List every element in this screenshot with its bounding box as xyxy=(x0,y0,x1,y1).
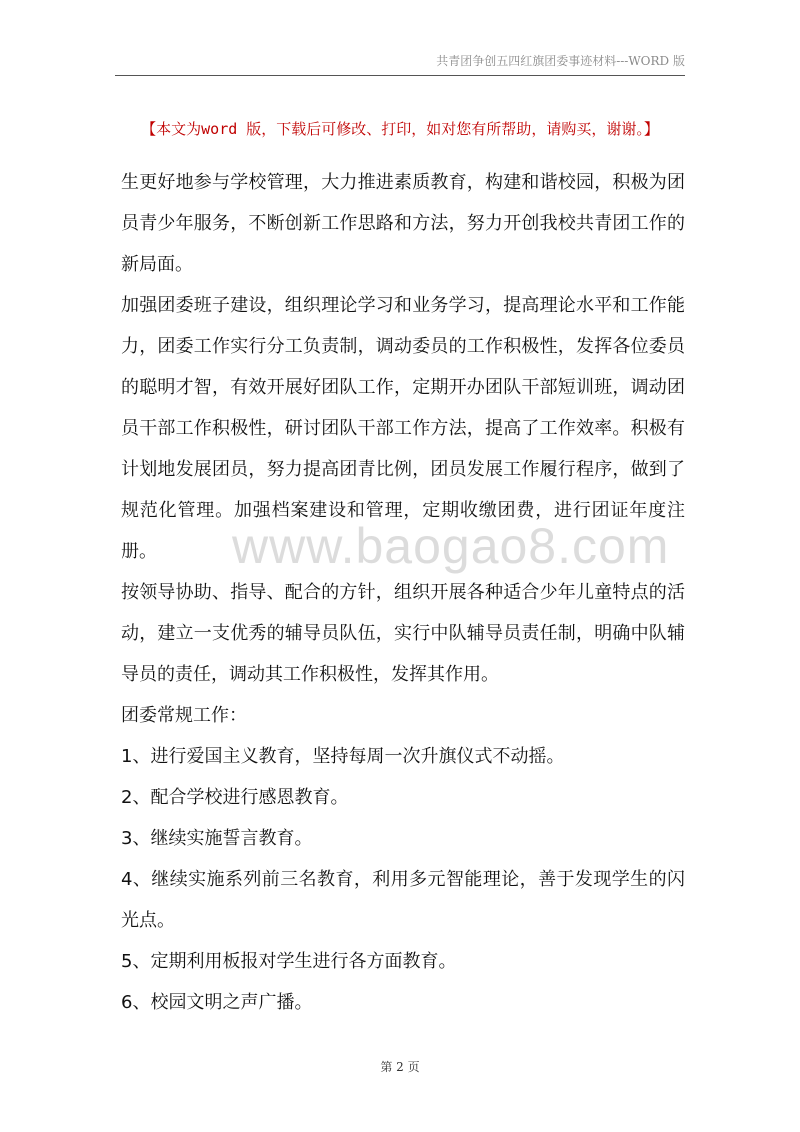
list-item: 4、继续实施系列前三名教育，利用多元智能理论，善于发现学生的闪光点。 xyxy=(121,869,685,931)
paragraph: 加强团委班子建设，组织理论学习和业务学习，提高理论水平和工作能力，团委工作实行分工负责制，调动委员的工作积极性，发挥各位委员的聪明才智，有效开展好团队工作，定期开办团队干部短训班，调动团员干部工作积极性，研讨团队干部工作方法，提高了工作效率。积极有计划地发展团员，努力提高团青比例，团员发展工作履行程序，做到了规范化管理。加强档案建设和管理，定期收缴团费，进行团证年度注册。 xyxy=(121,295,685,562)
download-notice: 【本文为word 版，下载后可修改、打印，如对您有所帮助，请购买，谢谢。】 xyxy=(141,120,659,138)
list-item: 3、继续实施誓言教育。 xyxy=(121,828,313,849)
list-item: 2、配合学校进行感恩教育。 xyxy=(121,787,349,808)
watermark: www.baogao8.com xyxy=(232,518,670,574)
running-header: 共青团争创五四红旗团委事迹材料---WORD 版 xyxy=(436,54,685,68)
paragraph: 按领导协助、指导、配合的方针，组织开展各种适合少年儿童特点的活动，建立一支优秀的辅导员队伍，实行中队辅导员责任制，明确中队辅导员的责任，调动其工作积极性，发挥其作用。 xyxy=(121,582,685,685)
document-body xyxy=(121,162,685,1023)
header-divider xyxy=(115,75,685,76)
list-item: 1、进行爱国主义教育，坚持每周一次升旗仪式不动摇。 xyxy=(121,746,565,767)
paragraph: 生更好地参与学校管理，大力推进素质教育，构建和谐校园，积极为团员青少年服务，不断创新工作思路和方法，努力开创我校共青团工作的新局面。 xyxy=(121,172,685,275)
section-heading: 团委常规工作： xyxy=(121,705,247,726)
list-item: 5、定期利用板报对学生进行各方面教育。 xyxy=(121,951,457,972)
list-item: 6、校园文明之声广播。 xyxy=(121,992,313,1013)
page-number: 第 2 页 xyxy=(380,1060,420,1074)
